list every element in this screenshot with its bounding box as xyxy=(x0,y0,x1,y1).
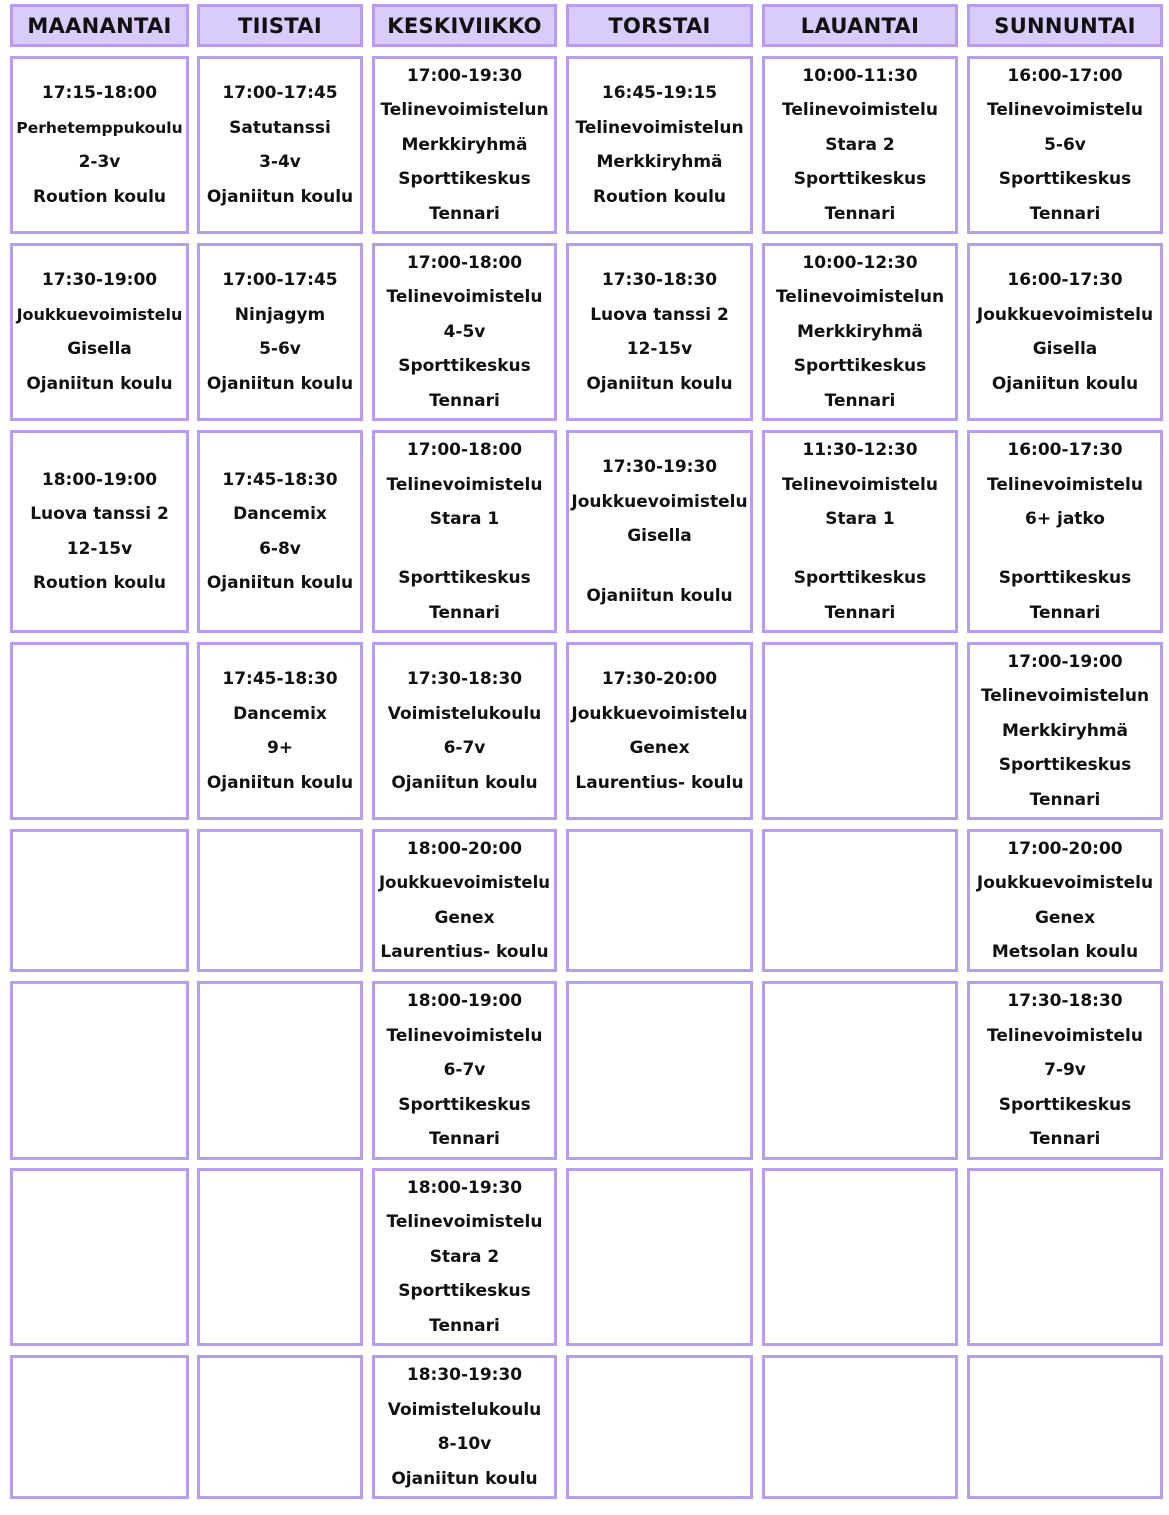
session-info-line: Luova tanssi 2 xyxy=(590,304,729,325)
session-time: 17:00-19:00 xyxy=(1007,651,1123,672)
session-time: 17:00-18:00 xyxy=(406,252,523,273)
session-info-line: Sporttikeskus xyxy=(398,568,531,588)
session-time: 18:30-19:30 xyxy=(406,1365,523,1385)
empty-schedule-cell xyxy=(566,981,753,1160)
session-time: 10:00-12:30 xyxy=(802,252,918,273)
session-time: 18:00-19:00 xyxy=(41,469,158,490)
empty-schedule-cell xyxy=(762,829,958,972)
session-info-line: Sporttikeskus xyxy=(398,1281,531,1302)
session-info-line: Voimistelukoulu xyxy=(387,1399,542,1420)
schedule-cell xyxy=(762,430,958,633)
session-info-line: 3-4v xyxy=(259,152,301,172)
session-info-line: Luova tanssi 2 xyxy=(30,504,169,524)
empty-schedule-cell xyxy=(566,1355,753,1499)
schedule-cell xyxy=(967,430,1163,633)
session-info-line: 12-15v xyxy=(626,339,693,359)
session-time: 17:00-17:45 xyxy=(222,270,338,290)
empty-schedule-cell xyxy=(566,1168,753,1346)
session-time: 11:30-12:30 xyxy=(802,440,918,460)
schedule-cell xyxy=(372,430,557,633)
session-info-line: Tennari xyxy=(1029,789,1101,810)
session-info-line: Joukkuevoimistelu xyxy=(378,873,550,892)
empty-schedule-cell xyxy=(762,981,958,1160)
schedule-cell xyxy=(10,56,189,234)
session-info-line: Telinevoimistelun xyxy=(380,100,549,121)
empty-schedule-cell xyxy=(10,1168,189,1346)
empty-schedule-cell xyxy=(197,1168,363,1346)
session-time: 10:00-11:30 xyxy=(802,65,918,86)
session-info-line: Ojaniitun koulu xyxy=(206,373,354,394)
schedule-cell xyxy=(10,243,189,421)
session-info-line: Gisella xyxy=(1032,339,1098,359)
session-info-line: 6-7v xyxy=(443,738,486,758)
empty-schedule-cell xyxy=(967,1168,1163,1346)
schedule-cell xyxy=(372,1355,557,1499)
session-time: 17:00-19:30 xyxy=(406,65,523,86)
session-info-line: Sporttikeskus xyxy=(398,1094,531,1115)
session-info-line: 9+ xyxy=(266,738,294,758)
session-info-line: Genex xyxy=(434,907,495,928)
session-info-line: Merkkiryhmä xyxy=(596,152,723,172)
session-info-line: Merkkiryhmä xyxy=(1001,720,1129,741)
empty-schedule-cell xyxy=(566,829,753,972)
schedule-cell xyxy=(967,642,1163,820)
empty-schedule-cell xyxy=(197,1355,363,1499)
session-info-line: Joukkuevoimistelu xyxy=(976,873,1154,893)
session-info-line: Telinevoimistelu xyxy=(386,1025,543,1046)
day-header-torstai: TORSTAI xyxy=(566,4,753,47)
schedule-cell xyxy=(372,1168,557,1346)
session-info-line: Tennari xyxy=(824,203,896,224)
empty-schedule-cell xyxy=(10,642,189,820)
schedule-cell xyxy=(197,243,363,421)
empty-schedule-cell xyxy=(762,642,958,820)
session-info-line: Stara 2 xyxy=(429,1246,500,1267)
session-info-line: Joukkuevoimistelu xyxy=(571,491,748,512)
session-info-line: Laurentius- koulu xyxy=(575,772,744,793)
session-info-line: 7-9v xyxy=(1044,1060,1086,1081)
session-info-line: 5-6v xyxy=(1044,134,1086,155)
session-info-line: Telinevoimistelun xyxy=(575,117,744,138)
session-info-line: Tennari xyxy=(824,602,896,623)
session-info-line: Telinevoimistelu xyxy=(987,474,1143,495)
session-info-line: Genex xyxy=(1034,907,1096,928)
session-time: 17:00-20:00 xyxy=(1007,838,1123,859)
session-info-line: Telinevoimistelun xyxy=(775,287,945,308)
session-info-line: Telinevoimistelu xyxy=(386,287,543,308)
session-info-line: Dancemix xyxy=(233,504,327,524)
empty-schedule-cell xyxy=(197,829,363,972)
session-info-line: Tennari xyxy=(1029,602,1101,623)
session-info-line: Tennari xyxy=(429,1129,500,1150)
session-info-line: Sporttikeskus xyxy=(398,169,531,190)
session-info-line: Sporttikeskus xyxy=(998,568,1132,588)
day-header-sunnuntai: SUNNUNTAI xyxy=(967,4,1163,47)
day-header-maanantai: MAANANTAI xyxy=(10,4,189,47)
schedule-cell xyxy=(372,981,557,1160)
session-time: 16:45-19:15 xyxy=(601,83,718,103)
session-info-line: Satutanssi xyxy=(229,117,331,138)
session-info-line: Sporttikeskus xyxy=(398,356,531,377)
session-info-line: Tennari xyxy=(429,1315,500,1336)
empty-schedule-cell xyxy=(762,1355,958,1499)
schedule-cell xyxy=(372,56,557,234)
session-time: 17:00-17:45 xyxy=(222,83,338,103)
session-info-line: Merkkiryhmä xyxy=(796,321,924,342)
session-info-line: 2-3v xyxy=(78,152,121,172)
schedule-cell xyxy=(197,430,363,633)
session-info-line: Merkkiryhmä xyxy=(401,134,528,155)
session-time: 17:30-19:30 xyxy=(601,457,718,477)
schedule-cell xyxy=(10,430,189,633)
session-info-line: Ojaniitun koulu xyxy=(206,573,354,593)
session-info-line: Dancemix xyxy=(233,703,327,724)
session-info-line: 5-6v xyxy=(259,339,301,359)
session-info-line: Telinevoimistelu xyxy=(987,1025,1143,1046)
session-info-line: Ojaniitun koulu xyxy=(586,373,733,394)
session-info-line: Tennari xyxy=(1029,1129,1101,1150)
day-header-lauantai: LAUANTAI xyxy=(762,4,958,47)
session-info-line: Telinevoimistelu xyxy=(386,474,543,495)
session-info-line: Tennari xyxy=(429,602,500,623)
session-info-line: Roution koulu xyxy=(32,573,167,593)
session-time: 17:30-18:30 xyxy=(406,669,523,689)
session-info-line: Joukkuevoimistelu xyxy=(16,304,183,324)
schedule-cell xyxy=(372,243,557,421)
session-info-line: Joukkuevoimistelu xyxy=(571,703,748,724)
empty-schedule-cell xyxy=(10,981,189,1160)
session-info-line: Laurentius- koulu xyxy=(380,942,549,962)
session-info-line: Tennari xyxy=(824,390,896,411)
session-time: 17:00-18:00 xyxy=(406,440,523,460)
schedule-cell xyxy=(566,243,753,421)
session-info-line: Sporttikeskus xyxy=(793,169,927,190)
session-info-line: Roution koulu xyxy=(32,186,167,207)
schedule-cell xyxy=(566,642,753,820)
schedule-cell xyxy=(566,56,753,234)
session-time: 16:00-17:30 xyxy=(1007,440,1123,460)
session-info-line: 6-7v xyxy=(443,1060,486,1081)
schedule-cell xyxy=(967,243,1163,421)
session-time: 18:00-19:00 xyxy=(406,991,523,1012)
session-time: 17:30-19:00 xyxy=(41,270,158,290)
session-info-line: Sporttikeskus xyxy=(998,1094,1132,1115)
schedule-cell xyxy=(197,56,363,234)
session-info-line: Gisella xyxy=(627,526,692,546)
session-info-line: Telinevoimistelu xyxy=(386,1212,543,1233)
session-time: 17:30-20:00 xyxy=(601,669,718,689)
session-info-line: Sporttikeskus xyxy=(998,169,1132,190)
session-info-line: Tennari xyxy=(1029,203,1101,224)
session-time: 17:30-18:30 xyxy=(1007,991,1123,1012)
session-info-line: Ojaniitun koulu xyxy=(26,373,173,394)
empty-schedule-cell xyxy=(10,1355,189,1499)
session-time: 18:00-19:30 xyxy=(406,1177,523,1198)
session-info-line: Tennari xyxy=(429,390,500,411)
session-info-line: Ojaniitun koulu xyxy=(206,186,354,207)
session-info-line: Perhetemppukoulu xyxy=(16,118,183,137)
session-info-line: 6+ jatko xyxy=(1025,509,1105,529)
session-info-line: Ojaniitun koulu xyxy=(206,772,354,793)
session-info-line: Gisella xyxy=(67,339,132,359)
session-info-line: Voimistelukoulu xyxy=(387,703,542,724)
session-info-line: 6-8v xyxy=(259,538,301,559)
schedule-cell xyxy=(372,829,557,972)
session-info-line: Telinevoimistelun xyxy=(980,686,1150,707)
session-time: 18:00-20:00 xyxy=(406,838,523,859)
schedule-cell xyxy=(197,642,363,820)
schedule-cell xyxy=(762,56,958,234)
schedule-cell xyxy=(762,243,958,421)
session-info-line: 8-10v xyxy=(437,1434,492,1454)
session-info-line: Telinevoimistelu xyxy=(782,100,938,121)
schedule-cell xyxy=(372,642,557,820)
session-time: 16:00-17:30 xyxy=(1007,270,1123,290)
schedule-cell xyxy=(967,981,1163,1160)
session-info-line: Stara 1 xyxy=(429,509,500,529)
session-info-line: Joukkuevoimistelu xyxy=(976,304,1154,325)
session-info-line: 4-5v xyxy=(443,321,486,342)
schedule-cell xyxy=(967,56,1163,234)
schedule-cell xyxy=(967,829,1163,972)
session-info-line: Ojaniitun koulu xyxy=(586,585,733,606)
session-info-line: Stara 1 xyxy=(825,509,895,529)
session-time: 17:45-18:30 xyxy=(222,669,338,689)
session-info-line: Metsolan koulu xyxy=(991,942,1139,962)
session-info-line: Roution koulu xyxy=(592,186,727,207)
session-info-line: Ninjagym xyxy=(234,304,326,325)
session-time: 16:00-17:00 xyxy=(1007,65,1123,86)
session-time: 17:45-18:30 xyxy=(222,469,338,490)
session-info-line: Ojaniitun koulu xyxy=(391,1468,538,1489)
session-info-line: Ojaniitun koulu xyxy=(991,373,1139,394)
session-info-line: 12-15v xyxy=(66,538,133,559)
empty-schedule-cell xyxy=(967,1355,1163,1499)
session-info-line: Sporttikeskus xyxy=(793,568,927,588)
day-header-keskiviikko: KESKIVIIKKO xyxy=(372,4,557,47)
schedule-cell xyxy=(566,430,753,633)
empty-schedule-cell xyxy=(762,1168,958,1346)
session-info-line: Tennari xyxy=(429,203,500,224)
session-info-line: Ojaniitun koulu xyxy=(391,772,538,793)
session-info-line: Sporttikeskus xyxy=(998,755,1132,776)
session-info-line: Sporttikeskus xyxy=(793,356,927,377)
empty-schedule-cell xyxy=(10,829,189,972)
session-info-line: Telinevoimistelu xyxy=(987,100,1143,121)
session-time: 17:30-18:30 xyxy=(601,270,718,290)
session-info-line: Genex xyxy=(629,738,690,758)
empty-schedule-cell xyxy=(197,981,363,1160)
session-info-line: Stara 2 xyxy=(825,134,895,155)
session-time: 17:15-18:00 xyxy=(41,83,158,103)
session-info-line: Telinevoimistelu xyxy=(782,474,938,495)
day-header-tiistai: TIISTAI xyxy=(197,4,363,47)
